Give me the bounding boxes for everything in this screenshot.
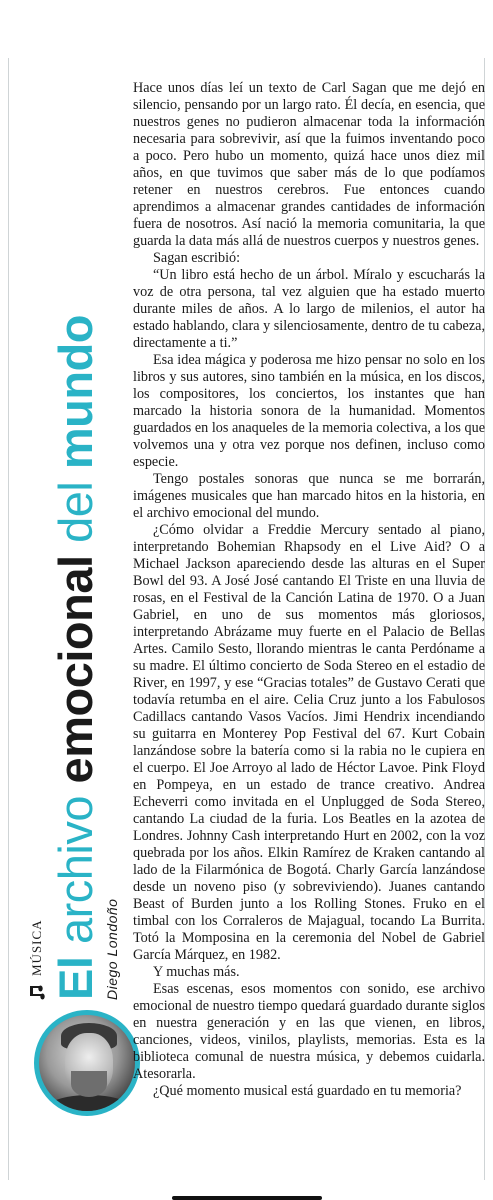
- paragraph: Hace unos días leí un texto de Carl Sagan que me dejó en silencio, pensando por un largo rato. Él decía, en esencia, que nuestros genes no pudieron almacenar toda la información necesaria para sobrevivir, así que la fuimos inventando poco a poco. Pero hubo un momento, quizá hace unos diez mil años, en que tuvimos que saber más de lo que podíamos retener en nuestros cerebros. Fue entonces cuando aprendimos a almacenar grandes cantidades de información fuera de nosotros. Así nació la memoria comunitaria, la que guarda la data más allá de nuestros cuerpos y nuestros genes.: [133, 80, 485, 249]
- paragraph: Tengo postales sonoras que nunca se me borrarán, imágenes musicales que han marcado hitos en la historia, en el archivo emocional del mundo.: [133, 471, 485, 521]
- headline-word: del: [49, 481, 102, 543]
- music-note-icon: [28, 982, 46, 1000]
- section-label: MÚSICA: [29, 919, 44, 976]
- author-avatar: [34, 1010, 140, 1116]
- paragraph: ¿Qué momento musical está guardado en tu memoria?: [153, 1083, 462, 1099]
- headline-word: archivo: [49, 796, 102, 945]
- paragraph: Esa idea mágica y poderosa me hizo pensar no solo en los libros y sus autores, sino también en la música, en los discos, los compositores, los conciertos, los instantes que han marcado la historia sonora de la humanidad. Momentos guardados en los anaqueles de la memoria colectiva, a los que volvemos una y otra vez porque nos definen, incluso como especie.: [133, 352, 485, 470]
- paragraph: Y muchas más.: [153, 964, 240, 980]
- paragraph: Sagan escribió:: [153, 250, 241, 266]
- author-name: Diego Londoño: [104, 898, 120, 1000]
- headline-word: El: [49, 956, 102, 1000]
- home-indicator[interactable]: [172, 1196, 322, 1200]
- paragraph: ¿Cómo olvidar a Freddie Mercury sentado al piano, interpretando Bohemian Rhapsody en el Live Aid? O a Michael Jackson apareciendo desde las alturas en el Super Bowl del 93. A José José cantando El Triste en una lluvia de rosas, en el Festival de la Canción Latina de 1970. O a Juan Gabriel, en uno de sus momentos más gloriosos, interpretando Abrázame muy fuerte en el Palacio de Bellas Artes. Camilo Sesto, llorando mientras le canta Perdóname a su madre. El último concierto de Soda Stereo en el estadio de River, en 1997, y ese “Gracias totales” de Gustavo Cerati que todavía retumba en el aire. Celia Cruz junto a los Fabulosos Cadillacs cantando Vasos Vacíos. Jimi Hendrix incendiando su guitarra en Monterey Pop Festival del 67. Kurt Cobain lanzándose sobre la batería como si la rabia no le cupiera en el cuerpo. El Joe Arroyo al lado de Héctor Lavoe. Pink Floyd en Pompeya, en un estado de trance creativo. Andrea Echeverri como invitada en el Unplugged de Soda Stereo, cantando La ciudad de la furia. Los Beatles en la azotea de Londres. Johnny Cash interpretando Hurt en 2002, con la voz quebrada por los años. Elkin Ramírez de Kraken cantando al lado de la Filarmónica de Bogotá. Charly García lanzándose desde un noveno piso (y sobreviviendo). Juanes cantando Beast of Burden junto a los Rolling Stones. Fruko en el timbal con los Corraleros de Majagual, tocando La Burrita. Totó la Momposina en la ceremonia del Nobel de Gabriel García Márquez, en 1982.: [133, 522, 485, 963]
- section-header: [28, 919, 46, 1000]
- paragraph: Esas escenas, esos momentos con sonido, ese archivo emocional de nuestro tiempo quedará guardado durante siglos en nuestra generación y en las que vienen, en libros, canciones, videos, vinilos, playlists, memorias. Esta es la biblioteca comunal de nuestra música, y debemos cuidarla. Atesorarla.: [133, 981, 485, 1082]
- top-bar: [0, 0, 493, 58]
- headline-word: emocional: [49, 555, 102, 784]
- article-body: [133, 80, 485, 1100]
- headline: [49, 314, 102, 1000]
- headline-word: mundo: [49, 314, 102, 470]
- quote-paragraph: “Un libro está hecho de un árbol. Míralo y escucharás la voz de otra persona, tal vez alguien que ha estado muerto durante miles de años. A lo largo de milenios, el autor ha estado hablando, clara y silenciosamente, dentro de tu cabeza, directamente a ti.”: [133, 267, 485, 351]
